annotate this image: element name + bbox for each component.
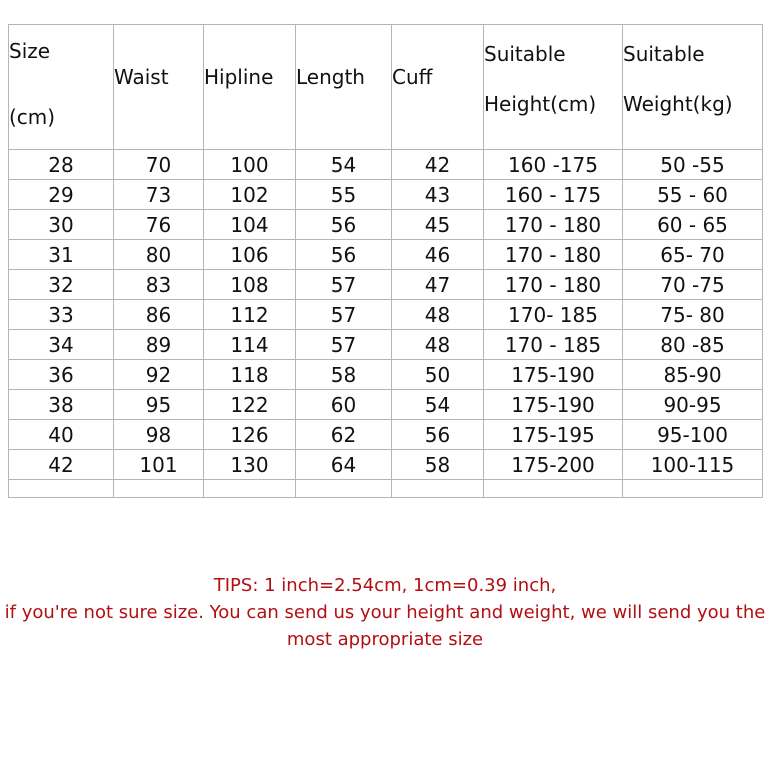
table-row (9, 180, 763, 210)
table-cell: 62 (296, 420, 392, 450)
table-cell: 57 (296, 270, 392, 300)
table-cell: 64 (296, 450, 392, 480)
table-cell: 47 (392, 270, 484, 300)
table-cell: 73 (114, 180, 204, 210)
table-cell: 55 - 60 (623, 180, 763, 210)
table-cell: 60 - 65 (623, 210, 763, 240)
table-cell: 56 (296, 240, 392, 270)
table-cell: 43 (392, 180, 484, 210)
table-cell: 80 (114, 240, 204, 270)
table-cell: 102 (204, 180, 296, 210)
header-hipline-label: Hipline (204, 65, 274, 89)
table-row (9, 390, 763, 420)
table-cell: 55 (296, 180, 392, 210)
table-cell: 36 (9, 360, 114, 390)
table-row (9, 330, 763, 360)
table-cell: 130 (204, 450, 296, 480)
table-cell: 57 (296, 300, 392, 330)
blank-cell (114, 480, 204, 498)
table-row (9, 420, 763, 450)
table-cell: 54 (392, 390, 484, 420)
table-cell: 175-190 (484, 360, 623, 390)
table-cell: 34 (9, 330, 114, 360)
table-row (9, 360, 763, 390)
table-cell: 175-200 (484, 450, 623, 480)
table-row (9, 150, 763, 180)
table-cell: 114 (204, 330, 296, 360)
table-cell: 98 (114, 420, 204, 450)
table-cell: 170- 185 (484, 300, 623, 330)
table-cell: 31 (9, 240, 114, 270)
table-cell: 42 (392, 150, 484, 180)
header-size-unit: (cm) (9, 105, 56, 129)
table-row (9, 270, 763, 300)
table-cell: 106 (204, 240, 296, 270)
table-cell: 48 (392, 330, 484, 360)
table-cell: 90-95 (623, 390, 763, 420)
header-size (9, 25, 114, 150)
table-cell: 70 -75 (623, 270, 763, 300)
table-cell: 56 (392, 420, 484, 450)
table-cell: 83 (114, 270, 204, 300)
tips-line-2: if you're not sure size. You can send us your height and weight, we will send you the (4, 602, 766, 623)
table-cell: 100-115 (623, 450, 763, 480)
table-cell: 92 (114, 360, 204, 390)
table-cell: 58 (296, 360, 392, 390)
header-suitable-weight-line1: Suitable (623, 42, 705, 66)
table-cell: 65- 70 (623, 240, 763, 270)
table-cell: 28 (9, 150, 114, 180)
blank-cell (623, 480, 763, 498)
table-cell: 30 (9, 210, 114, 240)
table-cell: 86 (114, 300, 204, 330)
table-row (9, 240, 763, 270)
table-cell: 118 (204, 360, 296, 390)
table-cell: 29 (9, 180, 114, 210)
table-cell: 170 - 180 (484, 240, 623, 270)
header-hipline (204, 25, 296, 150)
table-cell: 160 -175 (484, 150, 623, 180)
header-size-label: Size (9, 39, 51, 63)
table-row (9, 450, 763, 480)
header-length (296, 25, 392, 150)
table-cell: 58 (392, 450, 484, 480)
table-cell: 160 - 175 (484, 180, 623, 210)
table-cell: 50 (392, 360, 484, 390)
blank-cell (204, 480, 296, 498)
table-cell: 75- 80 (623, 300, 763, 330)
header-waist (114, 25, 204, 150)
table-cell: 122 (204, 390, 296, 420)
table-cell: 32 (9, 270, 114, 300)
header-waist-label: Waist (114, 65, 169, 89)
table-cell: 95-100 (623, 420, 763, 450)
table-cell: 175-195 (484, 420, 623, 450)
table-cell: 95 (114, 390, 204, 420)
table-row (9, 300, 763, 330)
table-cell: 33 (9, 300, 114, 330)
header-length-label: Length (296, 65, 365, 89)
header-suitable-weight (623, 25, 763, 150)
table-cell: 46 (392, 240, 484, 270)
table-cell: 101 (114, 450, 204, 480)
table-cell: 170 - 180 (484, 210, 623, 240)
header-suitable-height-line2: Height(cm) (484, 92, 597, 116)
table-cell: 42 (9, 450, 114, 480)
header-cuff (392, 25, 484, 150)
blank-cell (9, 480, 114, 498)
table-cell: 48 (392, 300, 484, 330)
blank-cell (296, 480, 392, 498)
table-cell: 70 (114, 150, 204, 180)
table-cell: 112 (204, 300, 296, 330)
header-suitable-height (484, 25, 623, 150)
table-body (9, 150, 763, 498)
table-cell: 175-190 (484, 390, 623, 420)
table-cell: 56 (296, 210, 392, 240)
table-cell: 170 - 180 (484, 270, 623, 300)
table-cell: 38 (9, 390, 114, 420)
table-cell: 76 (114, 210, 204, 240)
table-cell: 104 (204, 210, 296, 240)
table-cell: 57 (296, 330, 392, 360)
table-cell: 40 (9, 420, 114, 450)
table-cell: 170 - 185 (484, 330, 623, 360)
table-row (9, 210, 763, 240)
blank-cell (392, 480, 484, 498)
size-chart-table (8, 24, 763, 498)
table-cell: 126 (204, 420, 296, 450)
table-cell: 89 (114, 330, 204, 360)
header-suitable-weight-line2: Weight(kg) (623, 92, 733, 116)
table-cell: 85-90 (623, 360, 763, 390)
blank-cell (484, 480, 623, 498)
table-cell: 100 (204, 150, 296, 180)
tips-line-3: most appropriate size (286, 629, 484, 650)
table-cell: 60 (296, 390, 392, 420)
table-cell: 54 (296, 150, 392, 180)
tips-note (0, 572, 770, 653)
table-cell: 50 -55 (623, 150, 763, 180)
tips-line-1: TIPS: 1 inch=2.54cm, 1cm=0.39 inch, (213, 575, 557, 596)
blank-row (9, 480, 763, 498)
table-cell: 80 -85 (623, 330, 763, 360)
table-cell: 45 (392, 210, 484, 240)
header-suitable-height-line1: Suitable (484, 42, 566, 66)
header-row (9, 25, 763, 150)
header-cuff-label: Cuff (392, 65, 433, 89)
table-cell: 108 (204, 270, 296, 300)
